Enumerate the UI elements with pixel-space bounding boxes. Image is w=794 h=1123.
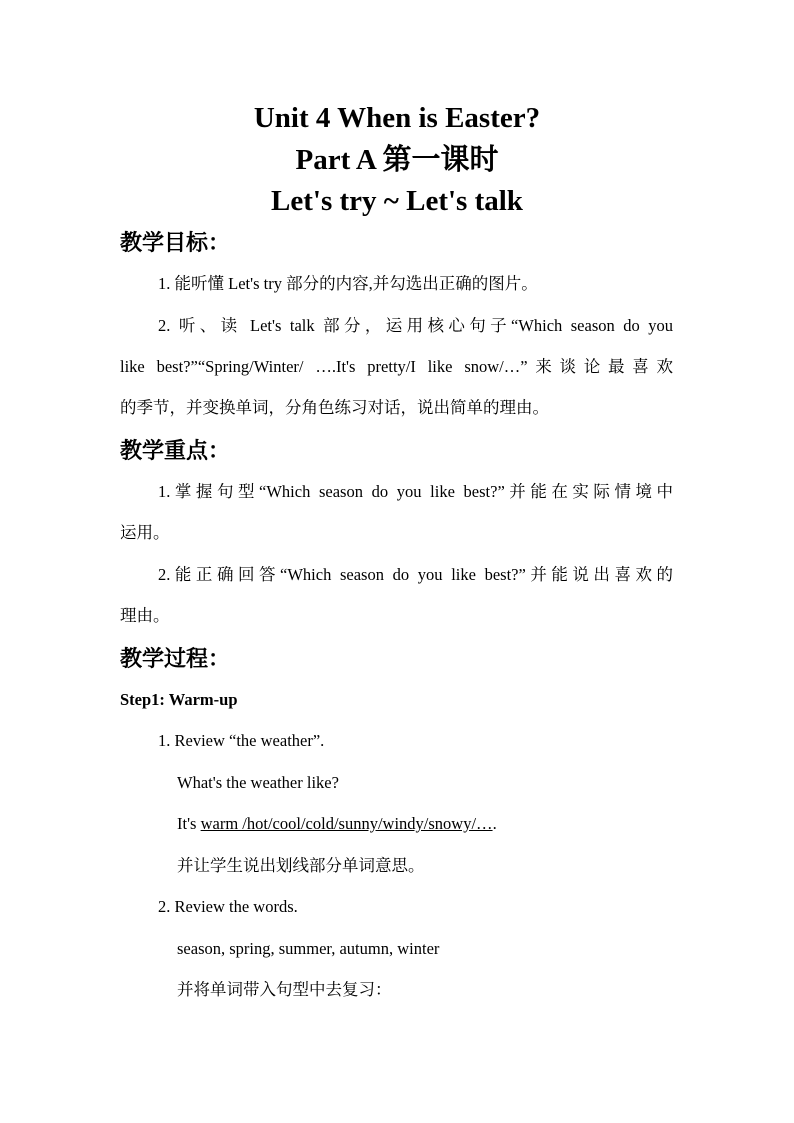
step1-title: Step1: Warm-up bbox=[120, 690, 238, 709]
objective-item-2-line-3: 的季节，并变换单词，分角色练习对话，说出简单的理由。 bbox=[120, 398, 549, 417]
answer-suffix: . bbox=[492, 814, 497, 833]
process-heading: 教学过程： bbox=[120, 646, 231, 671]
part-title: Part A 第一课时 bbox=[295, 144, 499, 176]
key-point-1-line-2: 运用。 bbox=[120, 523, 170, 542]
note-review-in-sentences: 并将单词带入句型中去复习： bbox=[177, 980, 392, 999]
key-point-1-line-1: 1.掌握句型“Which season do you like best?”并能在实际情境中 bbox=[158, 482, 673, 501]
objectives-heading: 教学目标： bbox=[120, 230, 231, 255]
note-underlined-meaning: 并让学生说出划线部分单词意思。 bbox=[177, 856, 425, 875]
key-point-2-line-1: 2.能正确回答“Which season do you like best?”并能说出喜欢的 bbox=[158, 565, 673, 584]
season-words: season, spring, summer, autumn, winter bbox=[177, 939, 440, 958]
key-point-2-line-2: 理由。 bbox=[120, 606, 170, 625]
answer-prefix: It's bbox=[177, 814, 201, 833]
unit-title: Unit 4 When is Easter? bbox=[253, 102, 541, 134]
answer-underlined-words: warm /hot/cool/cold/sunny/windy/snowy/… bbox=[200, 814, 493, 833]
weather-answer bbox=[177, 813, 497, 835]
lesson-title: Let's try ~ Let's talk bbox=[271, 185, 523, 217]
key-points-heading: 教学重点： bbox=[120, 438, 231, 463]
review-weather: 1. Review “the weather”. bbox=[158, 731, 325, 750]
review-words: 2. Review the words. bbox=[158, 897, 298, 916]
objective-item-2-line-2: like best?”“Spring/Winter/ ….It's pretty/I like snow/…”来谈论最喜欢 bbox=[120, 357, 673, 376]
objective-item-2-line-1: 2. 听、读 Let's talk 部分，运用核心句子“Which season do you bbox=[158, 316, 673, 335]
weather-question: What's the weather like? bbox=[177, 773, 339, 792]
objective-item-1: 1. 能听懂 Let's try 部分的内容,并勾选出正确的图片。 bbox=[158, 274, 538, 293]
